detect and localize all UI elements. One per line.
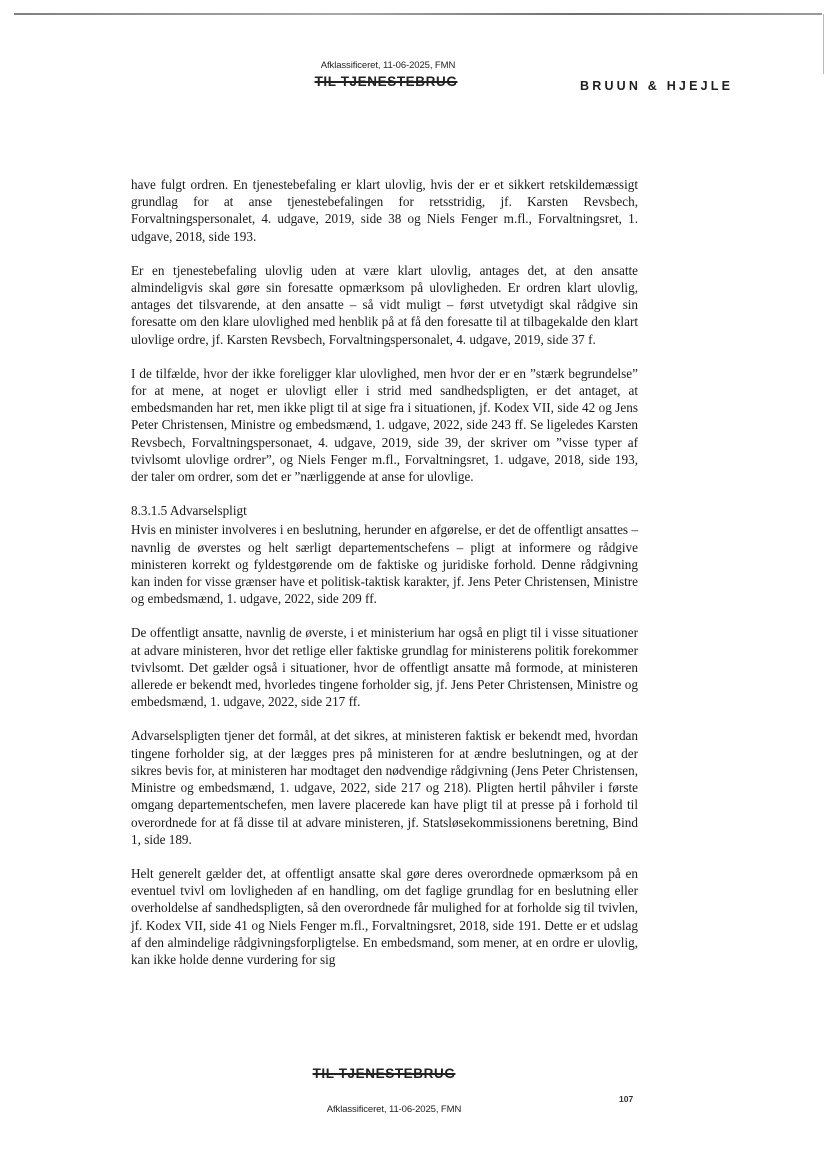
paragraph: Helt generelt gælder det, at offentligt ansatte skal gøre deres overordnede opmærksom på en eventuel tvivl om lovligheden af en handling, om det faglige grundlag for en beslutning eller overholdelse af sandhedspligten, så den overordnede får mulighed for at forholde sig til tvivlen, jf. Kodex VII, side 41 og Niels Fenger m.fl., Forvaltningsret, 2018, side 191. Dette er et udslag af den almindelige rådgivningsforpligtelse. En embedsmand, som mener, at en ordre er ulovlig, kan ikke holde denne vurdering for sig: [131, 865, 638, 967]
page-number: 107: [619, 1094, 634, 1104]
section-heading: 8.3.1.5 Advarselspligt: [131, 503, 247, 519]
paragraph: I de tilfælde, hvor der ikke foreligger klar ulovlighed, men hvor der er en ”stærk begrundelse” for at mene, at noget er ulovligt eller i strid med sandhedspligten, er det antaget, at embedsmanden har ret, men ikke pligt til at sige fra i situationen, jf. Kodex VII, side 42 og Jens Peter Christensen, Ministre og embedsmænd, 1. udgave, 2022, side 243 ff. Se ligeledes Karsten Revsbech, Forvaltningspersonaet, 4. udgave, 2019, side 39, der skriver om ”visse typer af tvivlsomt ulovlige ordrer”, og Niels Fenger m.fl., Forvaltningsret, 1. udgave, 2018, side 193, der taler om ordrer, som det er ”nærliggende at anse for ulovlige.: [131, 365, 638, 485]
paragraph: De offentligt ansatte, navnlig de øverste, i et ministerium har også en pligt til i visse situationer at advare ministeren, hvor det retlige eller faktiske grundlag for ministerens politik forekommer tvivlsomt. Det gælder også i situationer, hvor de offentligt ansatte må formode, at ministeren allerede er bekendt med, hvorledes tingene forholder sig, jf. Jens Peter Christensen, Ministre og embedsmænd, 1. udgave, 2022, side 217 ff.: [131, 625, 638, 710]
paragraph: Hvis en minister involveres i en beslutning, herunder en afgørelse, er det de offentligt ansattes – navnlig de øverstes og helt særligt departementschefens – pligt at informere og rådgive ministeren korrekt og fyldestgørende om de faktiske og juridiske forhold. Denne rådgivning kan inden for visse grænser have et politisk-taktisk karakter, jf. Jens Peter Christensen, Ministre og embedsmænd, 1. udgave, 2022, side 209 ff.: [131, 522, 638, 607]
declassification-stamp-top: Afklassificeret, 11-06-2025, FMN: [320, 60, 456, 71]
paragraph: have fulgt ordren. En tjenestebefaling er klart ulovlig, hvis der er et sikkert retskildemæssigt grundlag for at anse tjenestebefalingen for retsstridig, jf. Karsten Revsbech, Forvaltningspersonalet, 4. udgave, 2019, side 38 og Niels Fenger m.fl., Forvaltningsret, 1. udgave, 2018, side 193.: [131, 177, 638, 244]
classification-text-top: TIL TJENESTEBRUG: [314, 74, 458, 89]
company-logo: BRUUN & HJEJLE: [580, 79, 734, 93]
classification-text-bottom: TIL TJENESTEBRUG: [312, 1066, 456, 1081]
scan-edge-line: [14, 13, 822, 15]
document-body: [131, 176, 638, 985]
classification-marking-bottom: [0, 1066, 798, 1081]
paragraph: Advarselspligten tjener det formål, at det sikres, at ministeren faktisk er bekendt med, hvordan tingene forholder sig, at der lægges pres på ministeren for at ændre beslutningen, og at der sikres bevis for, at ministeren har modtaget den nødvendige rådgivning (Jens Peter Christensen, Ministre og embedsmænd, 1. udgave, 2022, side 217 og 218). Pligten hertil påhviler i første omgang departementschefen, men lavere placerede kan have pligt til at presse på i forhold til overordnede for at få disse til at advare ministeren, jf. Statsløsekommissionens beretning, Bind 1, side 189.: [131, 728, 638, 847]
scan-edge-mark: [823, 14, 824, 74]
declassification-stamp-bottom: Afklassificeret, 11-06-2025, FMN: [326, 1104, 462, 1115]
paragraph: Er en tjenestebefaling ulovlig uden at være klart ulovlig, antages det, at den ansatte almindeligvis skal gøre sin foresatte opmærksom på ulovligheden. Er ordren klart ulovlig, antages det tilsvarende, at den ansatte – så vidt muligt – først utvetydigt skal rådgive sin foresatte om den klare ulovlighed med henblik på at få den foresatte til at tilbagekalde den klart ulovlige ordre, jf. Karsten Revsbech, Forvaltningspersonalet, 4. udgave, 2019, side 37 f.: [131, 262, 638, 347]
